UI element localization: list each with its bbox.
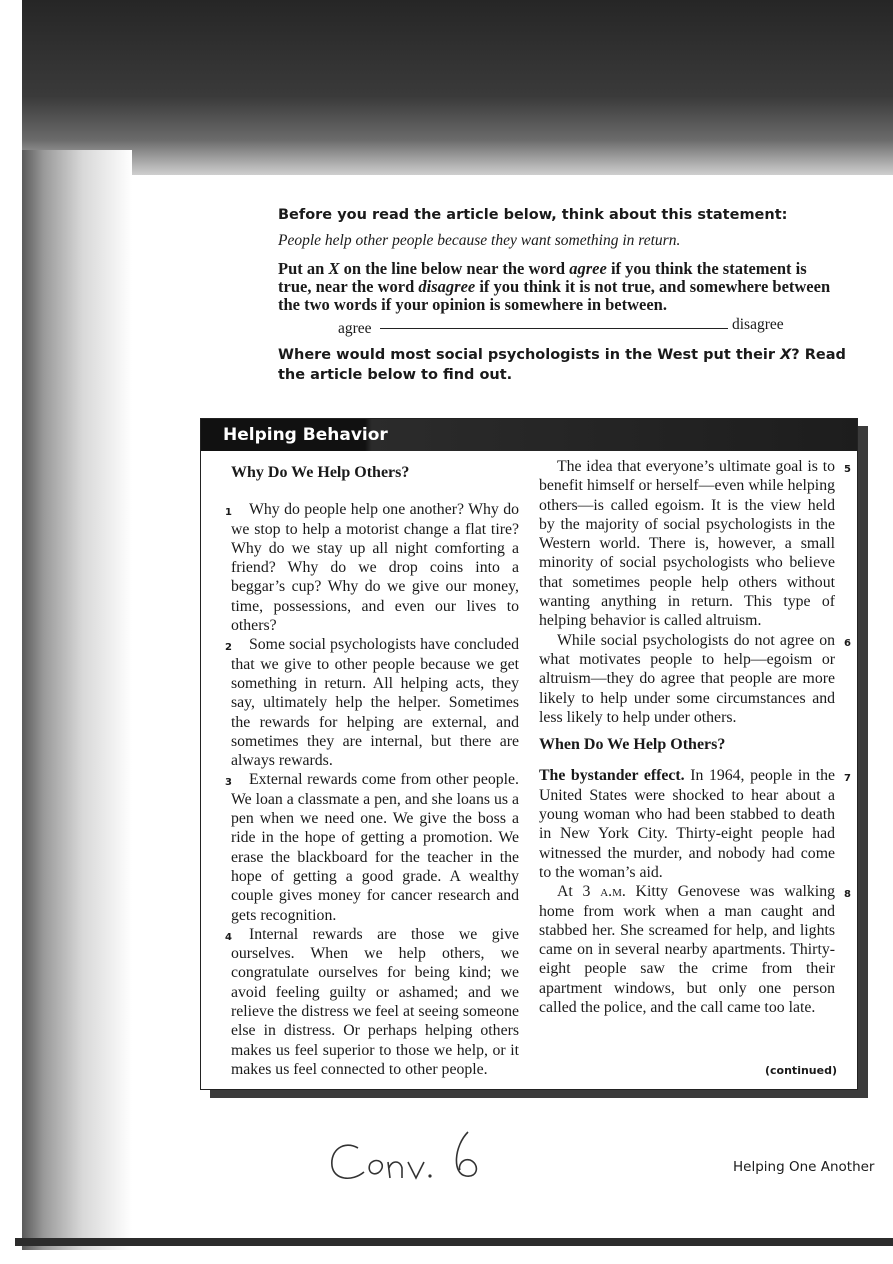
scale-disagree-label: disagree — [732, 316, 784, 333]
paragraph-6: 6 While social psychologists do not agree on what motivates people to help—egoism or altruism—they do agree that people are more likely to help under some circumstances and less likely to help under others. — [539, 631, 851, 726]
scan-margin-left — [0, 0, 22, 1264]
paragraph-number: 4 — [225, 931, 232, 943]
continued-note: (continued) — [765, 1064, 837, 1077]
paragraph-5: 5 The idea that everyone’s ultimate goal is to benefit himself or herself—even while helping others—is called egoism. It is the view held by the majority of social psychologists in the Western world. There is, however, a small minority of social psychologists who believe that sometimes people help others without wanting anything in return. This type of helping behavior is called altruism. — [539, 458, 851, 630]
prompt-statement: People help other people because they want something in return. — [278, 232, 681, 249]
handwritten-note — [326, 1128, 496, 1193]
scan-shadow-top — [0, 0, 893, 175]
paragraph-number: 7 — [844, 773, 851, 785]
section-heading-when: When Do We Help Others? — [539, 736, 726, 754]
prompt-followup: Where would most social psychologists in the West put their X? Read the article below to find out. — [278, 347, 846, 383]
agree-disagree-scale[interactable] — [338, 318, 798, 340]
paragraph-3: 3 External rewards come from other people. We loan a classmate a pen, and she loans us a pen when we need one. We give the boss a ride in the hope of getting a promotion. We erase the blackboard for the teacher in the hope of getting a good grade. A wealthy couple gives money for cancer research and gets recognition. — [231, 770, 519, 924]
prompt-intro: Before you read the article below, think about this statement: — [278, 207, 788, 223]
article-title-bar — [201, 419, 857, 451]
scale-agree-label: agree — [338, 320, 372, 337]
paragraph-8: 8 At 3 a.m. Kitty Genovese was walking home from work when a man caught and stabbed her. She screamed for help, and lights came on in several nearby apartments. Thirty-eight people saw the crime from their apartment windows, but only one person called the police, and the call came too late. — [539, 883, 851, 1017]
paragraph-4: 4 Internal rewards are those we give ourselves. When we help others, we congratulate ourselves for being kind; we avoid feeling guilty or ashamed; and we relieve the distress we feel at seeing someone else in distress. Or perhaps helping others makes us feel superior to those we help, or it makes us feel connected to other people. — [231, 925, 519, 1079]
handwriting-drawing — [326, 1128, 496, 1188]
paragraph-number: 1 — [225, 507, 232, 519]
scale-line[interactable] — [380, 328, 728, 329]
paragraph-number: 8 — [844, 889, 851, 901]
page-bottom-edge — [15, 1238, 893, 1246]
paragraph-number: 3 — [225, 777, 232, 789]
paragraph-2: 2 Some social psychologists have concluded that we give to other people because we get something in return. All helping acts, they say, ultimately help the helper. Sometimes the rewards for helping are external, and sometimes they are internal, but there are always rewards. — [231, 635, 519, 770]
paragraph-number: 5 — [844, 464, 851, 475]
article-title: Helping Behavior — [223, 425, 388, 445]
article-column-right — [539, 457, 851, 1017]
page-footer: Helping One Another — [733, 1159, 875, 1175]
book-gutter-shadow — [22, 150, 132, 1250]
prompt-instruction: Put an X on the line below near the word agree if you think the statement is true, near the word disagree if you think it is not true, and somewhere between the two words if your opinion is somewhere in between. — [278, 259, 831, 314]
article-box — [200, 418, 858, 1090]
paragraph-7: 7 The bystander effect. In 1964, people in the United States were shocked to hear about a young woman who had been stabbed to death in New York City. Thirty-eight people had witnessed the murder, and nobody had come to the woman’s aid. — [539, 767, 851, 881]
section-heading-why: Why Do We Help Others? — [231, 464, 410, 481]
paragraph-number: 6 — [844, 637, 851, 649]
paragraph-number: 2 — [225, 642, 232, 654]
article-column-left — [225, 463, 519, 1079]
paragraph-1: 1 Why do people help one another? Why do we stop to help a motorist change a flat tire? Why do we stay up all night comforting a friend? Why do we drop coins into a beggar’s cup? Why do we give our money, time, possessions, and even our lives to others? — [231, 500, 519, 635]
